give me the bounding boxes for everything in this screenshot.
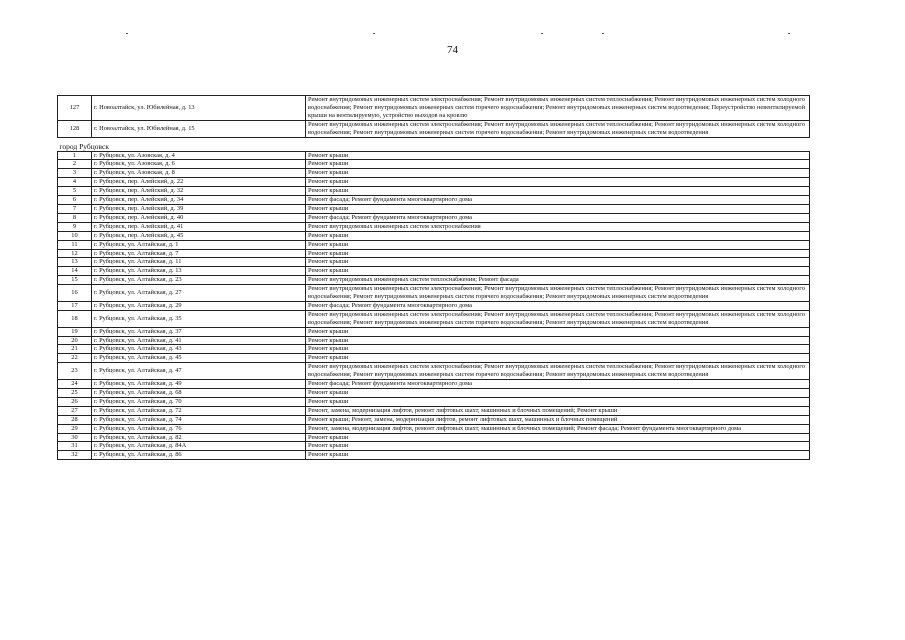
- table-row: [58, 160, 810, 169]
- registry-body: [58, 96, 810, 460]
- building-address: г. Рубцовск, ул. Алтайская, д. 45: [92, 354, 306, 363]
- table-row: [58, 406, 810, 415]
- building-address: г. Рубцовск, ул. Алтайская, д. 70: [92, 397, 306, 406]
- repair-works: Ремонт крыши: [306, 397, 810, 406]
- table-row: [58, 204, 810, 213]
- row-number: 29: [58, 424, 92, 433]
- page-number: 74: [447, 44, 458, 56]
- row-number: 23: [58, 363, 92, 380]
- table-row: [58, 213, 810, 222]
- repair-works: Ремонт крыши: [306, 267, 810, 276]
- row-number: 8: [58, 213, 92, 222]
- table-row: [58, 397, 810, 406]
- scan-speck: [602, 33, 604, 34]
- row-number: 26: [58, 397, 92, 406]
- table-row: [58, 258, 810, 267]
- repair-works: Ремонт крыши: [306, 327, 810, 336]
- repair-works: Ремонт внутридомовых инженерных систем электроснабжения: [306, 222, 810, 231]
- building-address: г. Рубцовск, ул. Алтайская, д. 13: [92, 267, 306, 276]
- row-number: 31: [58, 442, 92, 451]
- row-number: 18: [58, 310, 92, 327]
- repair-works: Ремонт, замена, модернизация лифтов, ремонт лифтовых шахт, машинных и блочных помещений; Ремонт фасада; Ремонт фундамента многоквартирного дома: [306, 424, 810, 433]
- scan-speck: [541, 33, 543, 34]
- building-address: г. Рубцовск, ул. Алтайская, д. 82: [92, 433, 306, 442]
- table-row: [58, 380, 810, 389]
- table-row: [58, 363, 810, 380]
- repair-works: Ремонт внутридомовых инженерных систем электроснабжения; Ремонт внутридомовых инженерных систем теплоснабжения; Ремонт внутридомовых инженерных систем холодного водоснабжения; Ремонт внутридомовых инженерных систем горячего водоснабжения; Ремонт внутридомовых инженерных систем водоотведения: [306, 363, 810, 380]
- building-address: г. Рубцовск, ул. Азовская, д. 8: [92, 169, 306, 178]
- repair-works: Ремонт, замена, модернизация лифтов, ремонт лифтовых шахт, машинных и блочных помещений; Ремонт крыши: [306, 406, 810, 415]
- building-address: г. Рубцовск, ул. Азовская, д. 4: [92, 151, 306, 160]
- row-number: 30: [58, 433, 92, 442]
- row-number: 2: [58, 160, 92, 169]
- scan-speck: [126, 33, 128, 34]
- scan-speck: [788, 33, 790, 34]
- table-row: [58, 169, 810, 178]
- repair-works: Ремонт фасада; Ремонт фундамента многоквартирного дома: [306, 301, 810, 310]
- table-row: [58, 196, 810, 205]
- building-address: г. Рубцовск, пер. Алейский, д. 34: [92, 196, 306, 205]
- row-number: 13: [58, 258, 92, 267]
- repair-works: Ремонт крыши: [306, 249, 810, 258]
- row-number: 12: [58, 249, 92, 258]
- row-number: 11: [58, 240, 92, 249]
- table-row: [58, 222, 810, 231]
- building-address: г. Рубцовск, пер. Алейский, д. 40: [92, 213, 306, 222]
- table-row: [58, 327, 810, 336]
- repair-works: Ремонт внутридомовых инженерных систем электроснабжения; Ремонт внутридомовых инженерных систем теплоснабжения; Ремонт внутридомовых инженерных систем холодного водоснабжения; Ремонт внутридомовых инженерных систем горячего водоснабжения; Ремонт внутридомовых инженерных систем водоотведения: [306, 120, 810, 137]
- building-address: г. Рубцовск, ул. Алтайская, д. 7: [92, 249, 306, 258]
- repair-works: Ремонт внутридомовых инженерных систем электроснабжения; Ремонт внутридомовых инженерных систем теплоснабжения; Ремонт внутридомовых инженерных систем холодного водоснабжения; Ремонт внутридомовых инженерных систем горячего водоснабжения; Ремонт внутридомовых инженерных систем водоотведения: [306, 285, 810, 302]
- table-row: [58, 249, 810, 258]
- row-number: 25: [58, 389, 92, 398]
- row-number: 5: [58, 187, 92, 196]
- row-number: 1: [58, 151, 92, 160]
- row-number: 21: [58, 345, 92, 354]
- building-address: г. Рубцовск, ул. Алтайская, д. 11: [92, 258, 306, 267]
- building-address: г. Рубцовск, ул. Алтайская, д. 41: [92, 336, 306, 345]
- building-address: г. Рубцовск, ул. Алтайская, д. 76: [92, 424, 306, 433]
- repair-works: Ремонт крыши: [306, 169, 810, 178]
- building-address: г. Рубцовск, ул. Алтайская, д. 86: [92, 451, 306, 460]
- table-row: [58, 354, 810, 363]
- row-number: 28: [58, 415, 92, 424]
- row-number: 17: [58, 301, 92, 310]
- building-address: г. Рубцовск, ул. Алтайская, д. 1: [92, 240, 306, 249]
- building-address: г. Рубцовск, ул. Алтайская, д. 49: [92, 380, 306, 389]
- row-number: 127: [58, 96, 92, 121]
- repair-registry-table: [57, 95, 810, 460]
- building-address: г. Новоалтайск, ул. Юбилейная, д. 13: [92, 96, 306, 121]
- table-row: [58, 433, 810, 442]
- scan-speck: [373, 33, 375, 34]
- table-row: [58, 240, 810, 249]
- table-row: [58, 424, 810, 433]
- table-row: [58, 442, 810, 451]
- row-number: 19: [58, 327, 92, 336]
- row-number: 20: [58, 336, 92, 345]
- repair-works: Ремонт крыши: [306, 345, 810, 354]
- table-row: [58, 151, 810, 160]
- row-number: 14: [58, 267, 92, 276]
- row-number: 16: [58, 285, 92, 302]
- row-number: 10: [58, 231, 92, 240]
- table-row: [58, 301, 810, 310]
- row-number: 9: [58, 222, 92, 231]
- table-row: [58, 285, 810, 302]
- repair-works: Ремонт крыши: [306, 442, 810, 451]
- repair-works: Ремонт крыши: [306, 178, 810, 187]
- building-address: г. Рубцовск, пер. Алейский, д. 22: [92, 178, 306, 187]
- building-address: г. Рубцовск, пер. Алейский, д. 32: [92, 187, 306, 196]
- repair-works: Ремонт крыши: [306, 151, 810, 160]
- repair-works: Ремонт крыши: [306, 231, 810, 240]
- row-number: 27: [58, 406, 92, 415]
- table-row: [58, 96, 810, 121]
- building-address: г. Рубцовск, ул. Алтайская, д. 23: [92, 276, 306, 285]
- repair-works: Ремонт крыши: [306, 258, 810, 267]
- repair-works: Ремонт крыши; Ремонт, замена, модернизация лифтов, ремонт лифтовых шахт, машинных и блочных помещений: [306, 415, 810, 424]
- city-name: город Рубцовск: [58, 137, 810, 151]
- building-address: г. Рубцовск, ул. Алтайская, д. 68: [92, 389, 306, 398]
- repair-works: Ремонт фасада; Ремонт фундамента многоквартирного дома: [306, 213, 810, 222]
- table-row: [58, 178, 810, 187]
- row-number: 6: [58, 196, 92, 205]
- table-row: [58, 389, 810, 398]
- row-number: 7: [58, 204, 92, 213]
- row-number: 4: [58, 178, 92, 187]
- row-number: 22: [58, 354, 92, 363]
- building-address: г. Рубцовск, ул. Азовская, д. 6: [92, 160, 306, 169]
- repair-works: Ремонт крыши: [306, 433, 810, 442]
- row-number: 15: [58, 276, 92, 285]
- repair-works: Ремонт крыши: [306, 187, 810, 196]
- building-address: г. Рубцовск, пер. Алейский, д. 39: [92, 204, 306, 213]
- row-number: 3: [58, 169, 92, 178]
- table-row: [58, 187, 810, 196]
- building-address: г. Рубцовск, ул. Алтайская, д. 43: [92, 345, 306, 354]
- building-address: г. Рубцовск, ул. Алтайская, д. 72: [92, 406, 306, 415]
- repair-works: Ремонт внутридомовых инженерных систем теплоснабжения; Ремонт фасада: [306, 276, 810, 285]
- building-address: г. Новоалтайск, ул. Юбилейная, д. 15: [92, 120, 306, 137]
- table-row: [58, 120, 810, 137]
- building-address: г. Рубцовск, ул. Алтайская, д. 74: [92, 415, 306, 424]
- building-address: г. Рубцовск, ул. Алтайская, д. 27: [92, 285, 306, 302]
- repair-works: Ремонт крыши: [306, 389, 810, 398]
- table-row: [58, 345, 810, 354]
- table-row: [58, 451, 810, 460]
- table-row: [58, 415, 810, 424]
- repair-works: Ремонт крыши: [306, 204, 810, 213]
- row-number: 128: [58, 120, 92, 137]
- repair-works: Ремонт внутридомовых инженерных систем электроснабжения; Ремонт внутридомовых инженерных систем теплоснабжения; Ремонт внутридомовых инженерных систем холодного водоснабжения; Ремонт внутридомовых инженерных систем горячего водоснабжения; Ремонт внутридомовых инженерных систем водоотведения; Переустройство невентилируемой крыши на вентилируемую, устройство выходов на кровлю: [306, 96, 810, 121]
- building-address: г. Рубцовск, пер. Алейский, д. 45: [92, 231, 306, 240]
- city-group-header: [58, 137, 810, 151]
- repair-works: Ремонт внутридомовых инженерных систем электроснабжения; Ремонт внутридомовых инженерных систем теплоснабжения; Ремонт внутридомовых инженерных систем холодного водоснабжения; Ремонт внутридомовых инженерных систем горячего водоснабжения; Ремонт внутридомовых инженерных систем водоотведения: [306, 310, 810, 327]
- building-address: г. Рубцовск, ул. Алтайская, д. 35: [92, 310, 306, 327]
- repair-works: Ремонт крыши: [306, 451, 810, 460]
- repair-works: Ремонт крыши: [306, 160, 810, 169]
- table-row: [58, 336, 810, 345]
- table-row: [58, 310, 810, 327]
- building-address: г. Рубцовск, ул. Алтайская, д. 37: [92, 327, 306, 336]
- row-number: 24: [58, 380, 92, 389]
- building-address: г. Рубцовск, ул. Алтайская, д. 47: [92, 363, 306, 380]
- repair-works: Ремонт крыши: [306, 240, 810, 249]
- repair-works: Ремонт фасада; Ремонт фундамента многоквартирного дома: [306, 196, 810, 205]
- building-address: г. Рубцовск, пер. Алейский, д. 41: [92, 222, 306, 231]
- repair-works: Ремонт фасада; Ремонт фундамента многоквартирного дома: [306, 380, 810, 389]
- row-number: 32: [58, 451, 92, 460]
- table-row: [58, 267, 810, 276]
- table-row: [58, 231, 810, 240]
- building-address: г. Рубцовск, ул. Алтайская, д. 84А: [92, 442, 306, 451]
- table-row: [58, 276, 810, 285]
- repair-works: Ремонт крыши: [306, 336, 810, 345]
- repair-works: Ремонт крыши: [306, 354, 810, 363]
- building-address: г. Рубцовск, ул. Алтайская, д. 29: [92, 301, 306, 310]
